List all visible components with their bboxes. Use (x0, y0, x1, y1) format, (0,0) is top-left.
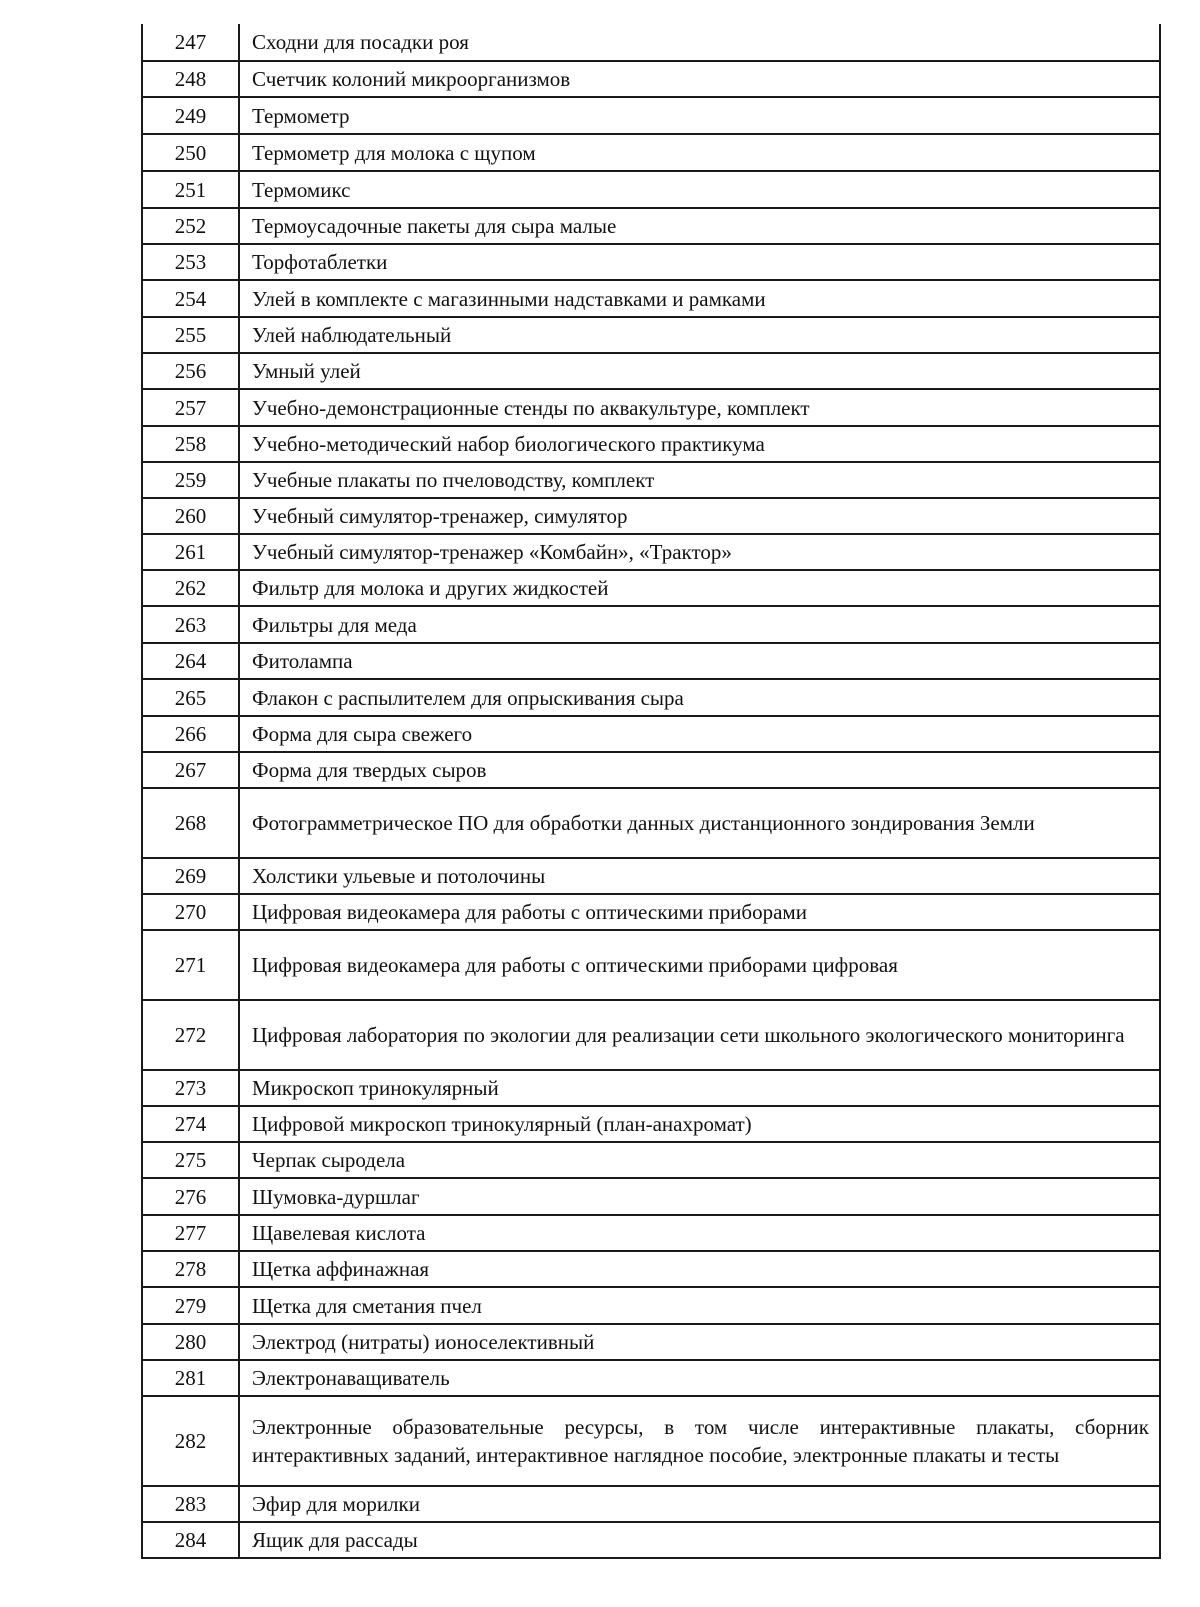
table-row (142, 1106, 1160, 1142)
table-row (142, 534, 1160, 570)
table-row (142, 317, 1160, 353)
item-name: Учебно-демонстрационные стенды по аквакультуре, комплект (239, 389, 1160, 426)
table-row (142, 752, 1160, 788)
item-name: Шумовка-дуршлаг (239, 1178, 1160, 1215)
table-row (142, 1070, 1160, 1106)
row-number: 272 (142, 1000, 239, 1070)
row-number: 253 (142, 244, 239, 280)
table-row (142, 679, 1160, 716)
item-name: Форма для сыра свежего (239, 716, 1160, 752)
table-row (142, 570, 1160, 606)
table-row (142, 389, 1160, 426)
table-row (142, 1486, 1160, 1522)
row-number: 268 (142, 788, 239, 858)
item-name: Щетка аффинажная (239, 1251, 1160, 1287)
items-table-body (142, 24, 1160, 1558)
row-number: 259 (142, 462, 239, 498)
item-name: Холстики ульевые и потолочины (239, 858, 1160, 894)
item-name: Ящик для рассады (239, 1522, 1160, 1558)
item-name: Электрод (нитраты) ионоселективный (239, 1324, 1160, 1360)
row-number: 265 (142, 679, 239, 716)
item-name: Фотограмметрическое ПО для обработки данных дистанционного зондирования Земли (239, 788, 1160, 858)
item-name: Форма для твердых сыров (239, 752, 1160, 788)
table-row (142, 1324, 1160, 1360)
table-row (142, 61, 1160, 97)
table-row (142, 606, 1160, 643)
row-number: 262 (142, 570, 239, 606)
item-name: Счетчик колоний микроорганизмов (239, 61, 1160, 97)
item-name: Термометр для молока с щупом (239, 134, 1160, 171)
item-name: Фильтры для меда (239, 606, 1160, 643)
row-number: 247 (142, 24, 239, 61)
item-name: Флакон с распылителем для опрыскивания сыра (239, 679, 1160, 716)
row-number: 260 (142, 498, 239, 534)
table-row (142, 353, 1160, 389)
table-row (142, 462, 1160, 498)
item-name: Термоусадочные пакеты для сыра малые (239, 208, 1160, 244)
row-number: 283 (142, 1486, 239, 1522)
item-name: Щетка для сметания пчел (239, 1287, 1160, 1324)
row-number: 277 (142, 1215, 239, 1251)
table-row (142, 894, 1160, 930)
row-number: 266 (142, 716, 239, 752)
item-name: Цифровой микроскоп тринокулярный (план-анахромат) (239, 1106, 1160, 1142)
table-row (142, 1178, 1160, 1215)
row-number: 270 (142, 894, 239, 930)
table-row (142, 1142, 1160, 1178)
row-number: 251 (142, 171, 239, 208)
row-number: 261 (142, 534, 239, 570)
item-name: Эфир для морилки (239, 1486, 1160, 1522)
row-number: 273 (142, 1070, 239, 1106)
item-name: Электронные образовательные ресурсы, в том числе интерактивные плакаты, сборник интерактивных заданий, интерактивное наглядное пособие, электронные плакаты и тесты (239, 1396, 1160, 1486)
table-row (142, 1522, 1160, 1558)
item-name: Учебно-методический набор биологического практикума (239, 426, 1160, 462)
row-number: 256 (142, 353, 239, 389)
table-row (142, 426, 1160, 462)
row-number: 252 (142, 208, 239, 244)
table-row (142, 788, 1160, 858)
table-row (142, 97, 1160, 134)
table-row (142, 643, 1160, 679)
row-number: 274 (142, 1106, 239, 1142)
item-name: Микроскоп тринокулярный (239, 1070, 1160, 1106)
items-table (141, 24, 1161, 1559)
item-name: Учебные плакаты по пчеловодству, комплект (239, 462, 1160, 498)
item-name: Учебный симулятор-тренажер, симулятор (239, 498, 1160, 534)
table-row (142, 1215, 1160, 1251)
table-row (142, 171, 1160, 208)
table-row (142, 716, 1160, 752)
row-number: 280 (142, 1324, 239, 1360)
item-name: Торфотаблетки (239, 244, 1160, 280)
table-row (142, 858, 1160, 894)
row-number: 282 (142, 1396, 239, 1486)
table-row (142, 1000, 1160, 1070)
row-number: 255 (142, 317, 239, 353)
row-number: 278 (142, 1251, 239, 1287)
item-name: Фильтр для молока и других жидкостей (239, 570, 1160, 606)
table-row (142, 498, 1160, 534)
item-name: Улей в комплекте с магазинными надставками и рамками (239, 280, 1160, 317)
table-row (142, 1287, 1160, 1324)
table-row (142, 1360, 1160, 1396)
item-name: Учебный симулятор-тренажер «Комбайн», «Трактор» (239, 534, 1160, 570)
row-number: 267 (142, 752, 239, 788)
row-number: 279 (142, 1287, 239, 1324)
item-name: Цифровая видеокамера для работы с оптическими приборами (239, 894, 1160, 930)
row-number: 275 (142, 1142, 239, 1178)
table-row (142, 1396, 1160, 1486)
table-row (142, 930, 1160, 1000)
item-name: Щавелевая кислота (239, 1215, 1160, 1251)
row-number: 254 (142, 280, 239, 317)
item-name: Термометр (239, 97, 1160, 134)
row-number: 264 (142, 643, 239, 679)
item-name: Сходни для посадки роя (239, 24, 1160, 61)
table-row (142, 280, 1160, 317)
table-row (142, 1251, 1160, 1287)
item-name: Умный улей (239, 353, 1160, 389)
table-row (142, 208, 1160, 244)
item-name: Фитолампа (239, 643, 1160, 679)
item-name: Цифровая лаборатория по экологии для реализации сети школьного экологического мониторинга (239, 1000, 1160, 1070)
row-number: 263 (142, 606, 239, 643)
item-name: Улей наблюдательный (239, 317, 1160, 353)
table-row (142, 24, 1160, 61)
row-number: 248 (142, 61, 239, 97)
item-name: Черпак сыродела (239, 1142, 1160, 1178)
row-number: 271 (142, 930, 239, 1000)
item-name: Электронаващиватель (239, 1360, 1160, 1396)
row-number: 281 (142, 1360, 239, 1396)
row-number: 276 (142, 1178, 239, 1215)
item-name: Цифровая видеокамера для работы с оптическими приборами цифровая (239, 930, 1160, 1000)
item-name: Термомикс (239, 171, 1160, 208)
row-number: 284 (142, 1522, 239, 1558)
row-number: 250 (142, 134, 239, 171)
row-number: 249 (142, 97, 239, 134)
row-number: 257 (142, 389, 239, 426)
row-number: 269 (142, 858, 239, 894)
row-number: 258 (142, 426, 239, 462)
table-row (142, 134, 1160, 171)
table-row (142, 244, 1160, 280)
